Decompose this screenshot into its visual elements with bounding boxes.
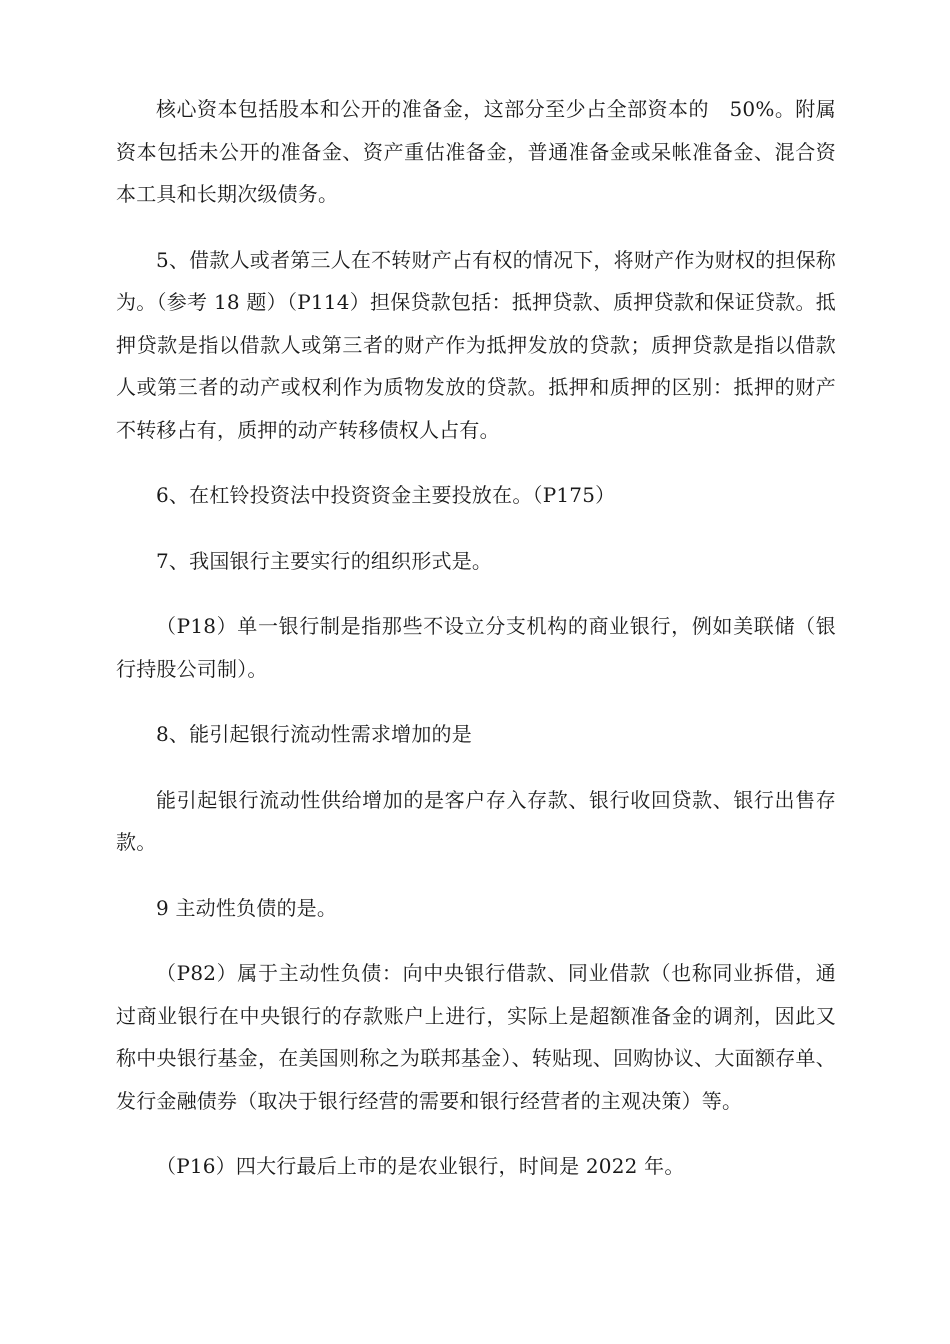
paragraph-question-8: 8、能引起银行流动性需求增加的是 xyxy=(156,722,472,746)
paragraph-answer-9: （P82）属于主动性负债：向中央银行借款、同业借款（也称同业拆借，通过商业银行在中央银行的存款账户上进行，实际上是超额准备金的调剂，因此又称中央银行基金，在美国则称之为联邦基金）、转贴现、回购协议、大面额存单、发行金融债券（取决于银行经营的需要和银行经营者的主观决策）等。 xyxy=(116,961,836,1113)
document-body xyxy=(116,88,836,1211)
paragraph-question-6: 6、在杠铃投资法中投资资金主要投放在。（P175） xyxy=(156,483,616,507)
paragraph-capital: 核心资本包括股本和公开的准备金，这部分至少占全部资本的 50%。附属资本包括未公开的准备金、资产重估准备金，普通准备金或呆帐准备金、混合资本工具和长期次级债务。 xyxy=(116,97,836,206)
paragraph-answer-8: 能引起银行流动性供给增加的是客户存入存款、银行收回贷款、银行出售存款。 xyxy=(116,787,836,854)
paragraph-big-four-listing: （P16）四大行最后上市的是农业银行，时间是 2022 年。 xyxy=(156,1154,685,1178)
paragraph-question-5: 5、借款人或者第三人在不转财产占有权的情况下，将财产作为财权的担保称为。（参考 18 题）（P114）担保贷款包括：抵押贷款、质押贷款和保证贷款。抵押贷款是指以借款人或第三者的财产作为抵押发放的贷款；质押贷款是指以借款人或第三者的动产或权利作为质物发放的贷款。抵押和质押的区别：抵押的财产不转移占有，质押的动产转移债权人占有。 xyxy=(116,247,836,442)
paragraph-answer-7: （P18）单一银行制是指那些不设立分支机构的商业银行，例如美联储（银行持股公司制）。 xyxy=(116,614,836,681)
paragraph-question-7: 7、我国银行主要实行的组织形式是。 xyxy=(156,548,493,573)
paragraph-question-9: 9 主动性负债的是。 xyxy=(156,895,338,920)
